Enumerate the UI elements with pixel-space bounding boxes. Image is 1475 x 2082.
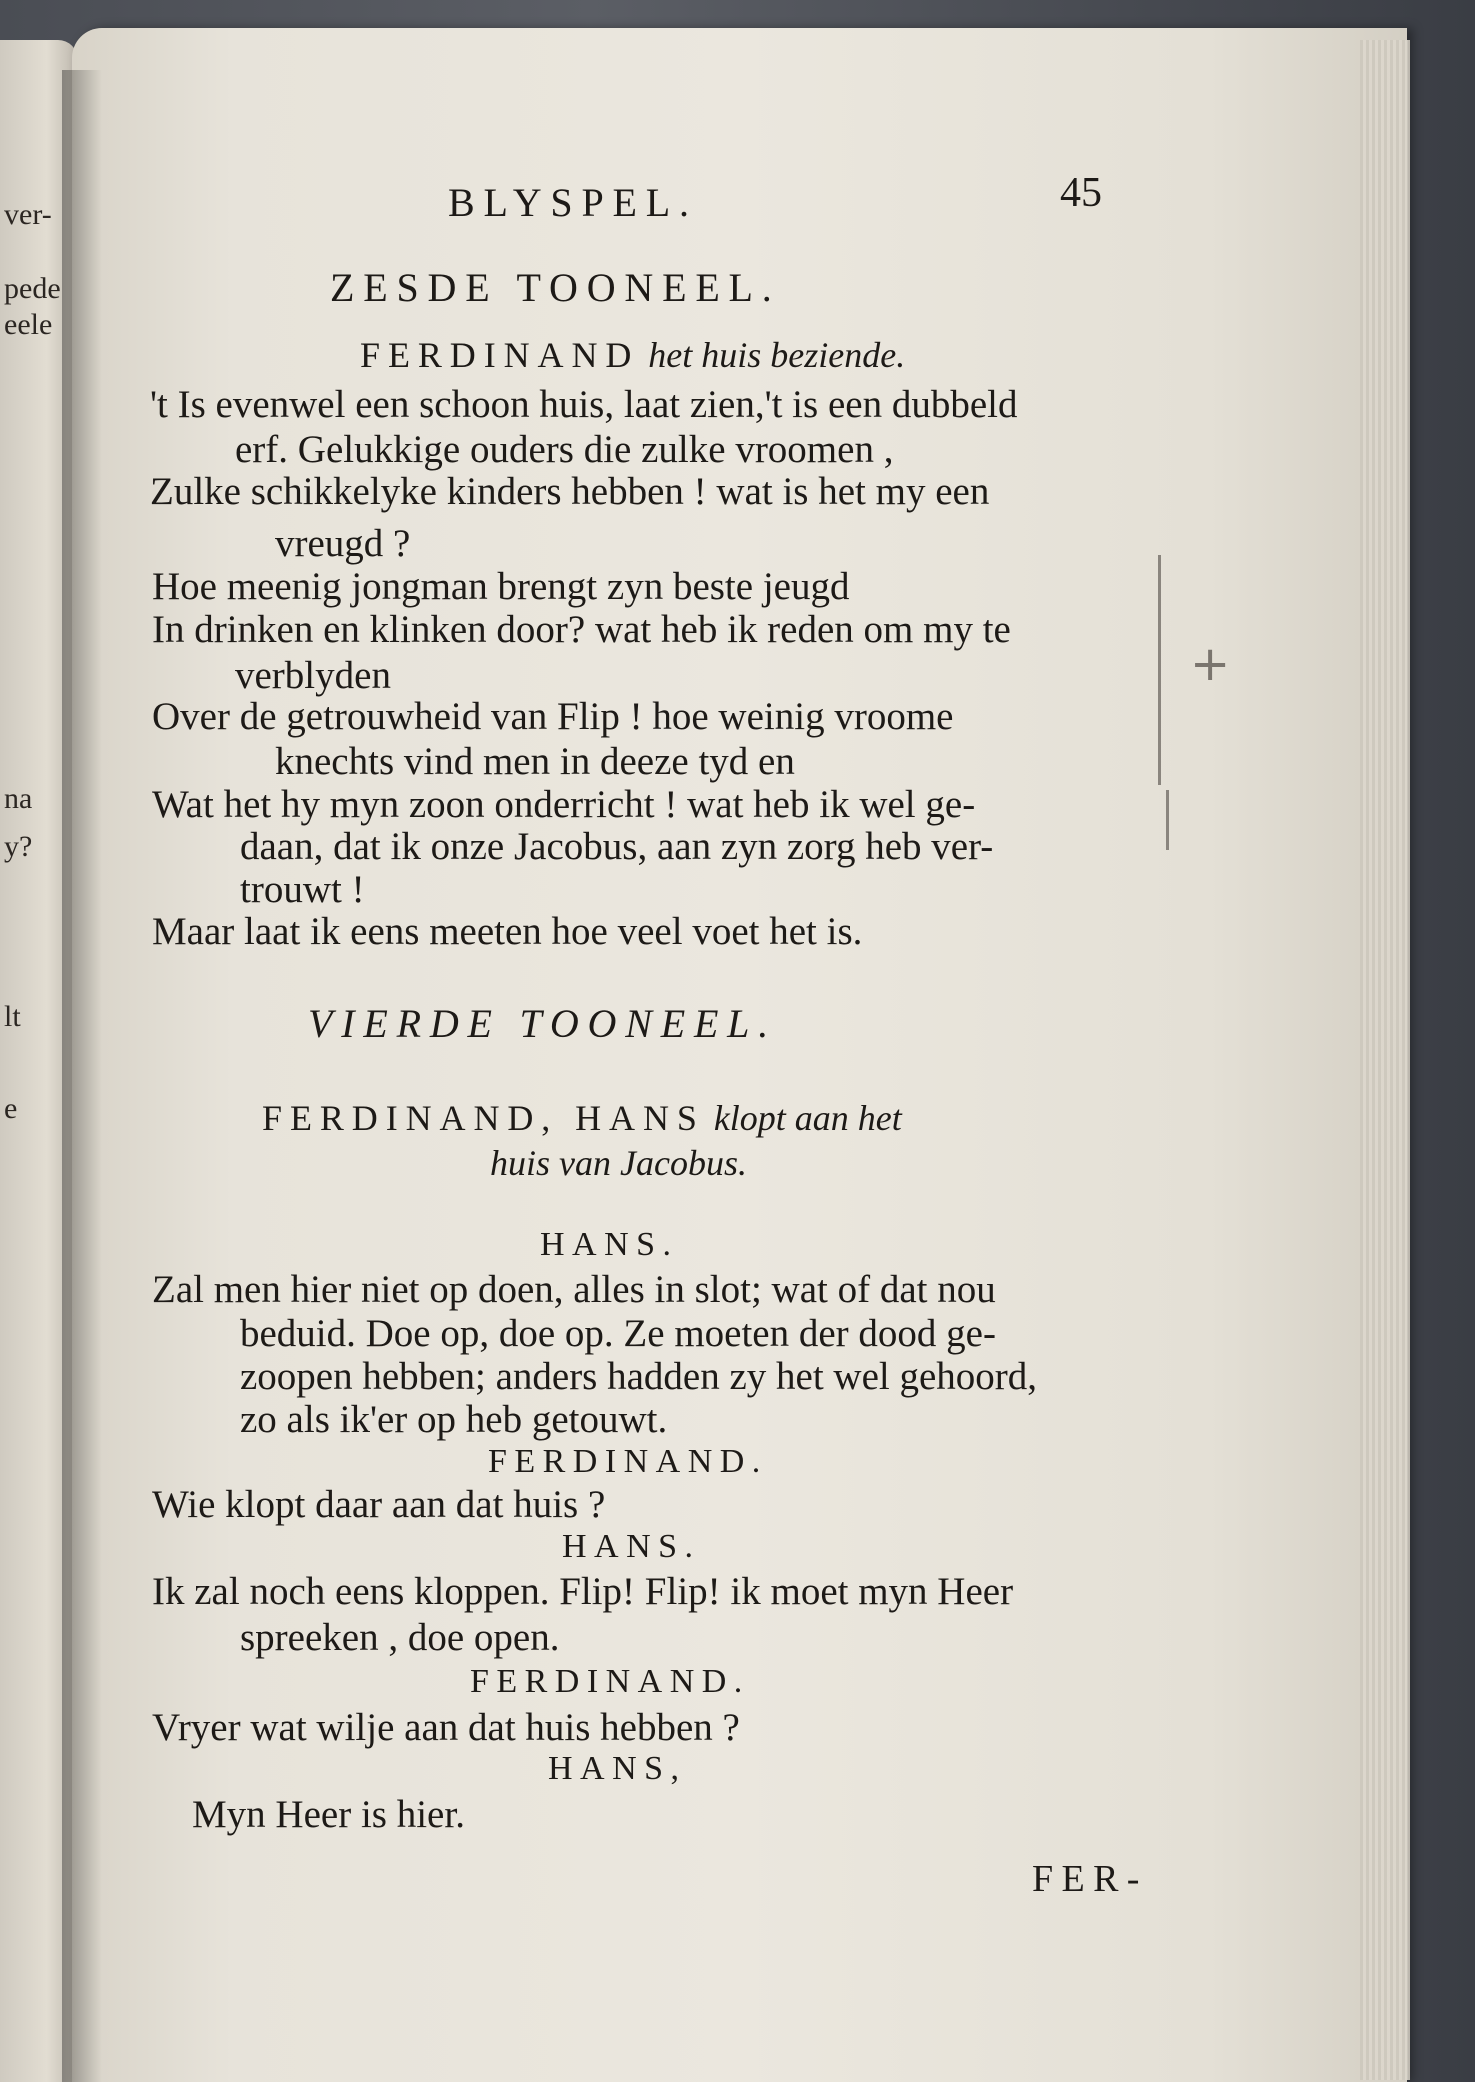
action-text: klopt aan het [713,1098,902,1138]
verse-line: Maar laat ik eens meeten hoe veel voet het is. [152,910,863,953]
stage-direction [262,1100,902,1136]
speech-line: beduid. Doe op, doe op. Ze moeten der dood ge- [240,1312,996,1355]
speech-line: Zal men hier niet op doen, alles in slot; wat of dat nou [152,1268,996,1311]
pencil-margin-line [1166,790,1169,850]
speaker-heading: FERDINAND. [488,1443,768,1480]
verse-line: 't Is evenwel een schoon huis, laat zien,'t is een dubbeld [150,383,1018,426]
catchword: FER- [1032,1858,1148,1900]
scene-heading: VIERDE TOONEEL. [308,1001,778,1046]
left-fragment: e [4,1092,18,1125]
speaker-name: FERDINAND [360,335,640,375]
action-text-continued: huis van Jacobus. [490,1143,747,1183]
pencil-margin-line [1158,555,1161,785]
action-text: het huis beziende. [648,335,906,375]
speaker-names: FERDINAND, HANS [262,1098,705,1138]
verse-line: trouwt ! [240,868,365,911]
speaker-heading: FERDINAND. [470,1663,750,1700]
running-head-title: BLYSPEL. [448,180,698,225]
speaker-heading: HANS. [540,1226,679,1263]
left-fragment: na [4,782,33,815]
verse-line: daan, dat ik onze Jacobus, aan zyn zorg heb ver- [240,825,994,868]
speech-line: Vryer wat wilje aan dat huis hebben ? [152,1706,740,1749]
spine-shadow [62,70,102,2082]
speech-line: Ik zal noch eens kloppen. Flip! Flip! ik moet myn Heer [152,1570,1014,1613]
verse-line: verblyden [235,654,391,697]
left-fragment: lt [4,1000,21,1033]
speech-line: zoopen hebben; anders hadden zy het wel gehoord, [240,1355,1038,1398]
stage-direction [360,337,905,373]
left-fragment: y? [4,830,33,863]
verse-line: Over de getrouwheid van Flip ! hoe weinig vroome [152,695,954,738]
speech-line: zo als ik'er op heb getouwt. [240,1398,668,1441]
left-fragment: pede [4,272,61,305]
verse-line: erf. Gelukkige ouders die zulke vroomen , [235,428,894,471]
speech-line: spreeken , doe open. [240,1616,560,1659]
verse-line: vreugd ? [275,522,411,565]
scene-heading: ZESDE TOONEEL. [330,265,781,310]
verse-line: Zulke schikkelyke kinders hebben ! wat is het my een [150,470,990,513]
speech-line: Myn Heer is hier. [192,1793,465,1836]
speech-line: Wie klopt daar aan dat huis ? [152,1483,606,1526]
page-edge [1360,40,1410,2080]
pencil-plus-mark: + [1190,636,1231,692]
verse-line: Hoe meenig jongman brengt zyn beste jeugd [152,565,850,608]
verse-line: knechts vind men in deeze tyd en [275,740,795,783]
left-fragment: eele [4,308,53,341]
left-fragment: ver- [4,198,52,231]
verse-line: In drinken en klinken door? wat heb ik reden om my te [152,608,1011,651]
speaker-heading: HANS, [548,1750,687,1787]
verse-line: Wat het hy myn zoon onderricht ! wat heb ik wel ge- [152,783,976,826]
speaker-heading: HANS. [562,1528,701,1565]
page-number: 45 [1060,170,1102,216]
